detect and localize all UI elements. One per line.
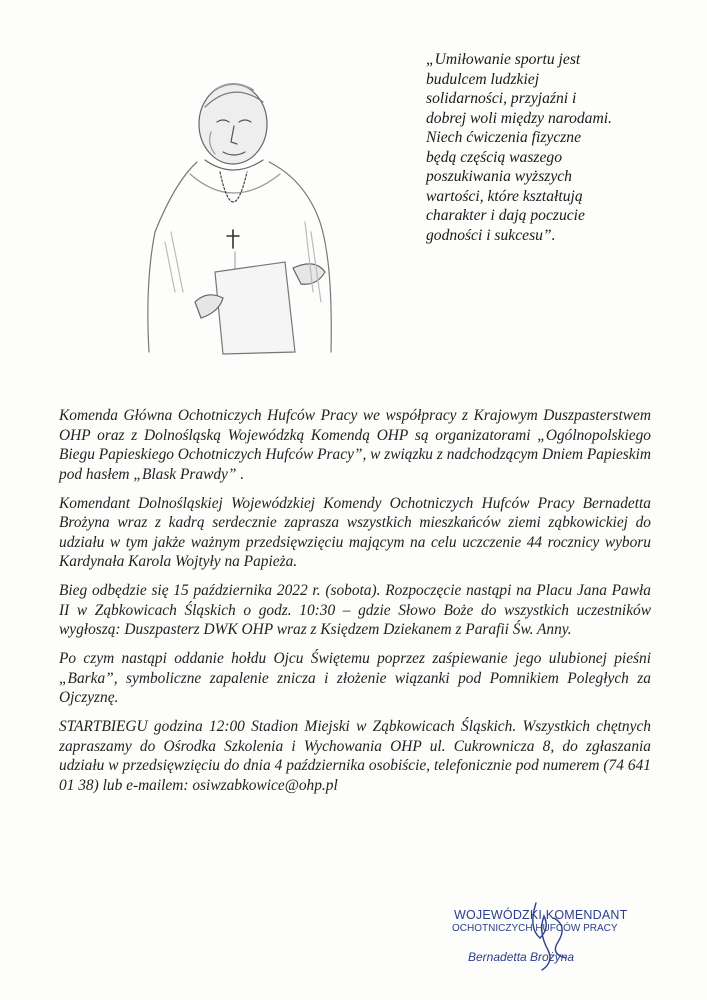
quote-line: budulcem ludzkiej — [426, 70, 540, 88]
quote-line: dobrej woli między narodami. — [426, 109, 612, 127]
quote-line: Niech ćwiczenia fizyczne — [426, 129, 582, 146]
quote-line: solidarności, przyjaźni i — [426, 90, 577, 107]
stamp-title: WOJEWÓDZKI KOMENDANT — [454, 908, 628, 922]
signatory-name: Bernadetta Brożyna — [468, 950, 575, 964]
signature-stamp — [428, 898, 628, 988]
quote-line: wartości, które kształtują — [426, 187, 583, 205]
quote-line: godności i sukcesu”. — [426, 226, 556, 244]
pope-quote — [426, 50, 626, 245]
quote-line: poszukiwania wyższych — [426, 168, 572, 185]
handwritten-signature-icon — [488, 898, 598, 978]
paragraph-tribute: Po czym nastąpi oddanie hołdu Ojcu Świętemu poprzez zaśpiewanie jego ulubionej pieśni „Barka”, symboliczne zapalenie znicza i złożenie wiązanki pod Pomnikiem Poległych za Ojczyznę. — [59, 650, 651, 706]
pope-portrait-illustration — [135, 62, 350, 362]
quote-line: „Umiłowanie sportu jest — [426, 51, 581, 68]
invitation-body — [59, 406, 651, 805]
quote-line: będą częścią waszego — [426, 148, 562, 166]
paragraph-invitation: Komendant Dolnośląskiej Wojewódzkiej Komendy Ochotniczych Hufców Pracy Bernadetta Brożyna wraz z kadrą serdecznie zaprasza wszystkich mieszkańców ziemi ząbkowickiej do udziału w tym jakże ważnym przedsięwzięciu mającym na celu uczczenie 44 rocznicy wyboru Kardynała Karola Wojtyły na Papieża. — [59, 494, 651, 570]
paragraph-schedule: Bieg odbędzie się 15 października 2022 r. (sobota). Rozpoczęcie nastąpi na Placu Jana Pawła II w Ząbkowicach Śląskich o godz. 10:30 – gdzie Słowo Boże do wszystkich uczestników wygłoszą: Duszpasterz DWK OHP wraz z Księdzem Dziekanem z Parafii Św. Anny. — [59, 582, 651, 638]
stamp-subtitle: OCHOTNICZYCH HUFCÓW PRACY — [452, 923, 618, 934]
paragraph-start-and-contact: STARTBIEGU godzina 12:00 Stadion Miejski w Ząbkowicach Śląskich. Wszystkich chętnych zapraszamy do Ośrodka Szkolenia i Wychowania OHP ul. Cukrownicza 8, do zgłaszania udziału w przedsięwzięciu do dnia 4 października osobiście, telefonicznie pod numerem (74 641 01 38) lub e-mailem: osiwzabkowice@ohp.pl — [59, 718, 651, 794]
quote-line: charakter i dają poczucie — [426, 207, 585, 224]
paragraph-organizers: Komenda Główna Ochotniczych Hufców Pracy we współpracy z Krajowym Duszpasterstwem OHP oraz z Dolnośląską Wojewódzką Komendą OHP są organizatorami „Ogólnopolskiego Biegu Papieskiego Ochotniczych Hufców Pracy”, w związku z nadchodzącym Dniem Papieskim pod hasłem „Blask Prawdy” . — [59, 407, 651, 483]
